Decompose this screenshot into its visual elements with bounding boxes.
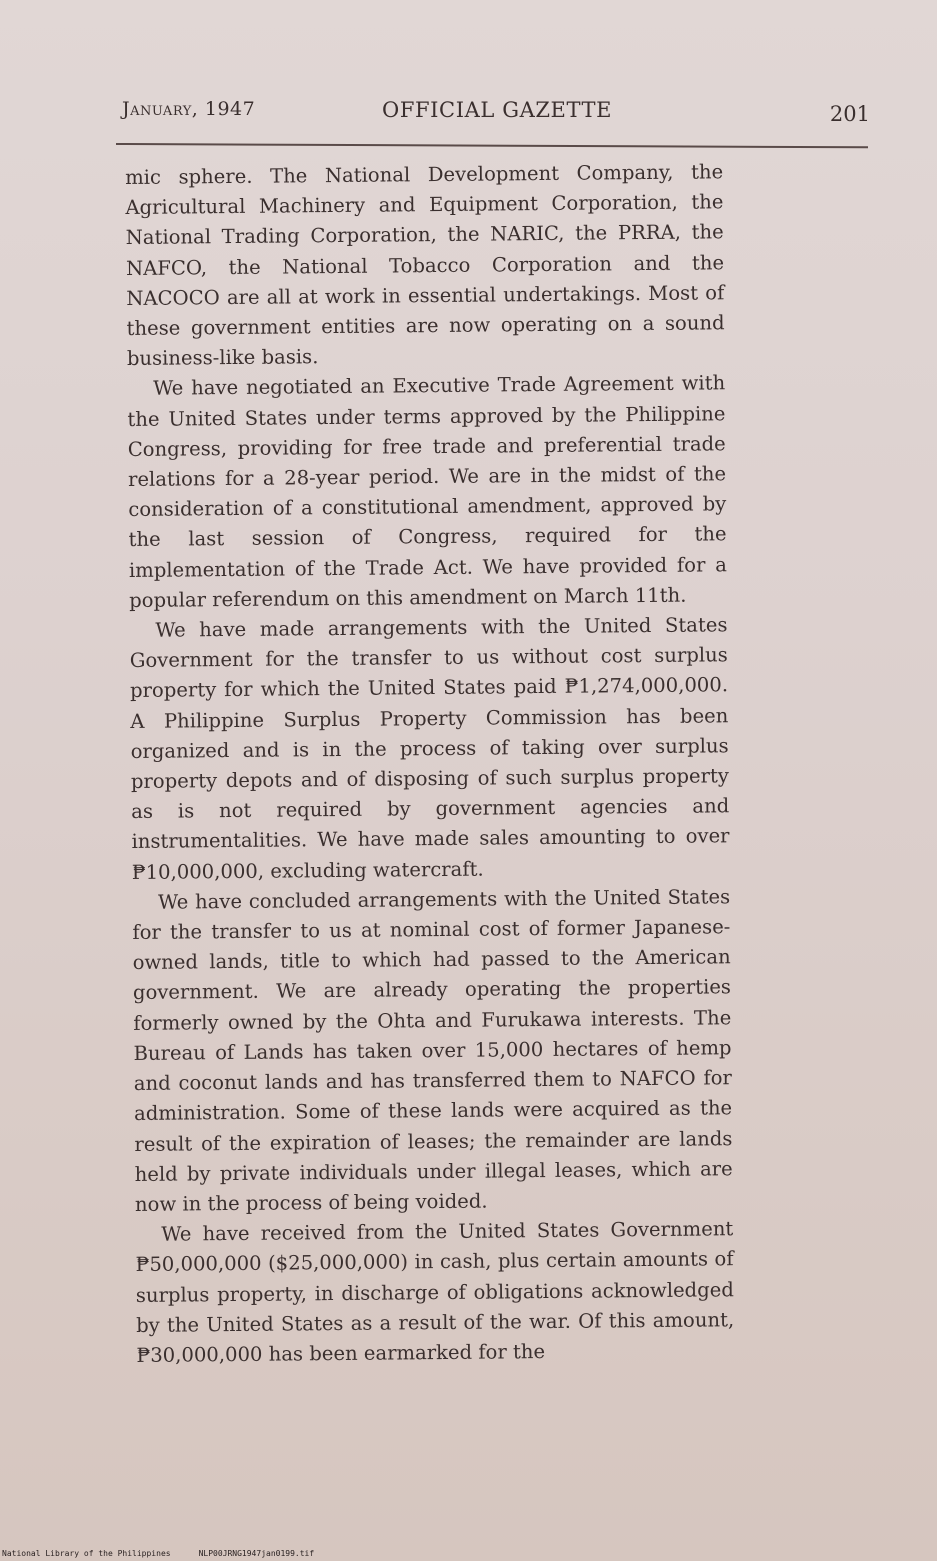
- paragraph-3: We have made arrangements with the United States Government for the transfer to us without cost surplus property for which the United States paid ₱1,274,000,000. A Philippine Surplus Property Commission has been organized and is in the process of taking over surplus property depots and of disposing of such surplus property as is not required by government agencies and instrumentalities. We have made sales amounting to over ₱10,000,000, excluding watercraft.: [129, 613, 730, 884]
- footer-filename: NLP00JRNG1947jan0199.tif: [198, 1549, 315, 1558]
- paragraph-1: mic sphere. The National Development Company, the Agricultural Machinery and Equipment Corporation, the National Trading Corporation, the NARIC, the PRRA, the NAFCO, the National Tobacco Corporation and the NACOCO are all at work in essential undertakings. Most of these government entities are now operating on a sound business-like basis.: [125, 160, 725, 371]
- footer-library: National Library of the Philippines: [2, 1549, 171, 1558]
- body-text: [125, 157, 735, 1371]
- paragraph-5: We have received from the United States Government ₱50,000,000 ($25,000,000) in cash, plus certain amounts of surplus property, in discharge of obligations acknowledged by the United States as a result of the war. Of this amount, ₱30,000,000 has been earmarked for the: [135, 1217, 735, 1367]
- header-rule: [116, 143, 868, 148]
- scan-footer: [2, 1549, 342, 1558]
- running-head: [122, 98, 874, 134]
- header-date: January, 1947: [122, 98, 256, 120]
- paragraph-4: We have concluded arrangements with the United States for the transfer to us at nominal cost of former Japanese-owned lands, title to which had passed to the American government. We are already operating the properties formerly owned by the Ohta and Furukawa interests. The Bureau of Lands has taken over 15,000 hectares of hemp and coconut lands and has transferred them to NAFCO for administration. Some of these lands were acquired as the result of the expiration of leases; the remainder are lands held by private individuals under illegal leases, which are now in the process of being voided.: [132, 885, 733, 1216]
- paragraph-2: We have negotiated an Executive Trade Agreement with the United States under terms approved by the Philippine Congress, providing for free trade and preferential trade relations for a 28-year period. We are in the midst of the consideration of a constitutional amendment, approved by the last session of Congress, required for the implementation of the Trade Act. We have provided for a popular referendum on this amendment on March 11th.: [127, 371, 727, 612]
- header-title: OFFICIAL GAZETTE: [382, 98, 612, 122]
- page-number: 201: [829, 102, 870, 126]
